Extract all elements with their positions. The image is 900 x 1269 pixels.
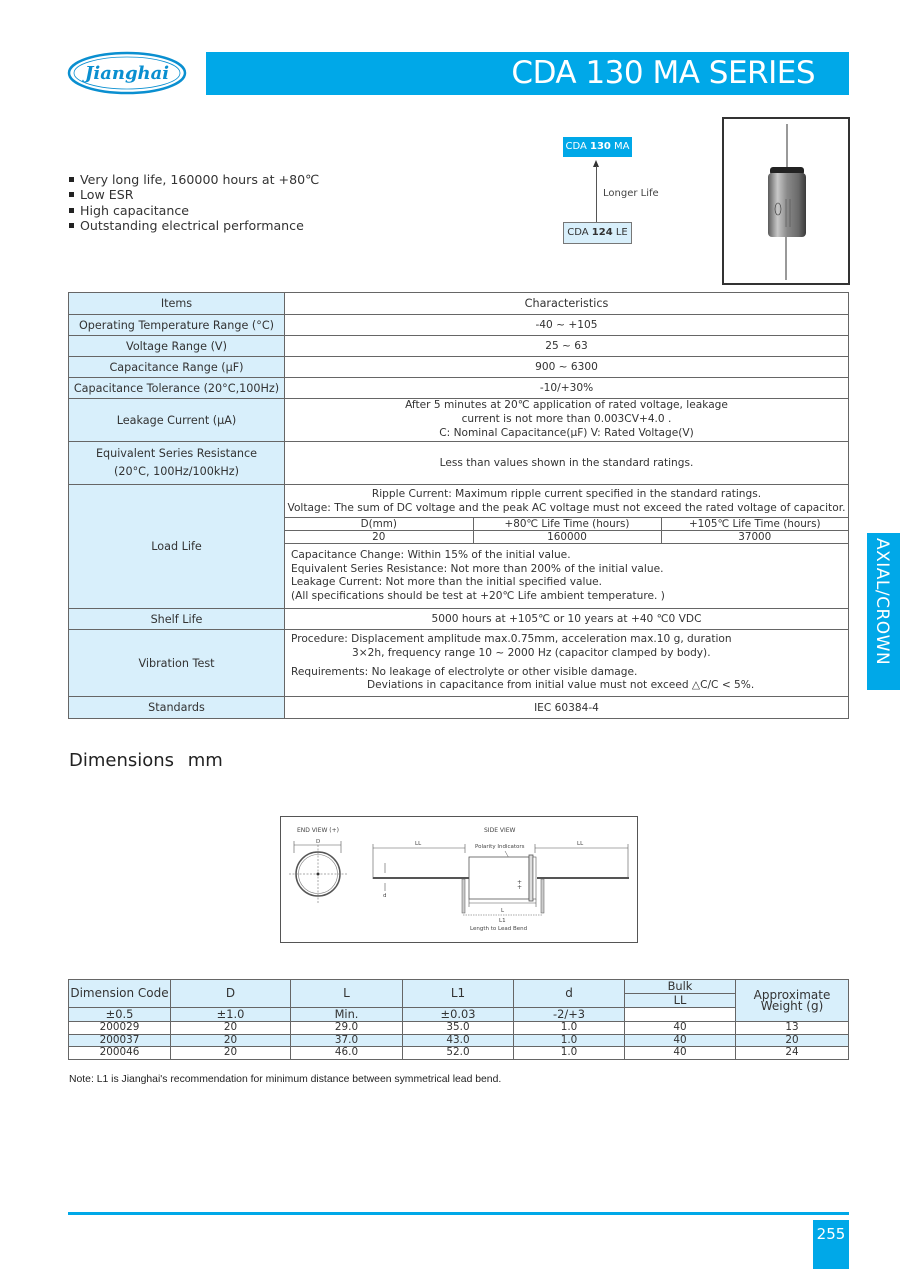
characteristics-header: Characteristics bbox=[285, 293, 849, 315]
new-series-box: CDA 130 MA bbox=[563, 137, 632, 157]
spec-label-load-life: Load Life bbox=[69, 485, 285, 609]
category-label: AXIAL/CROWN bbox=[872, 538, 892, 666]
category-side-tab bbox=[867, 533, 900, 690]
feature-item: Very long life, 160000 hours at +80℃ bbox=[68, 172, 319, 187]
life-time-table: D(mm) +80℃ Life Time (hours) +105℃ Life Time (hours) 20 160000 37000 bbox=[285, 517, 848, 544]
spec-value-capacitance: 900 ~ 6300 bbox=[285, 357, 849, 378]
tolerance-D: ±0.5 bbox=[69, 1008, 171, 1022]
svg-text:Length to Lead Bend: Length to Lead Bend bbox=[470, 926, 528, 932]
feature-item: Low ESR bbox=[68, 187, 319, 202]
dimension-drawing bbox=[280, 816, 638, 943]
tolerance-L1: Min. bbox=[291, 1008, 403, 1022]
series-title-bar bbox=[206, 52, 849, 95]
dimensions-title: Dimensions mm bbox=[69, 750, 223, 771]
col-L: L bbox=[291, 980, 403, 1008]
col-LL: LL bbox=[625, 994, 736, 1008]
spec-value-standards: IEC 60384-4 bbox=[285, 697, 849, 719]
svg-text:d: d bbox=[383, 893, 387, 899]
col-d: d bbox=[514, 980, 625, 1008]
longer-life-label: Longer Life bbox=[603, 188, 659, 199]
feature-item: High capacitance bbox=[68, 203, 319, 218]
col-weight: Approximate Weight (g) bbox=[736, 980, 849, 1022]
svg-text:L: L bbox=[501, 908, 505, 914]
spec-value-voltage: 25 ~ 63 bbox=[285, 336, 849, 357]
col-dimension-code: Dimension Code bbox=[69, 980, 171, 1008]
spec-value-tolerance: -10/+30% bbox=[285, 378, 849, 399]
items-header: Items bbox=[69, 293, 285, 315]
page-number: 255 bbox=[813, 1220, 849, 1269]
spec-label-esr: Equivalent Series Resistance (20°C, 100Hz/100kHz) bbox=[69, 442, 285, 485]
col-L1: L1 bbox=[403, 980, 514, 1008]
dimensions-table bbox=[68, 979, 849, 1060]
spec-value-leakage: After 5 minutes at 20℃ application of rated voltage, leakage current is not more than 0.003CV+4.0 . C: Nominal Capacitance(µF) V: Rated Voltage(V) bbox=[285, 399, 849, 442]
feature-item: Outstanding electrical performance bbox=[68, 218, 319, 233]
col-bulk: Bulk bbox=[625, 980, 736, 994]
spec-label-shelf-life: Shelf Life bbox=[69, 609, 285, 630]
spec-value-vibration: Procedure: Displacement amplitude max.0.75mm, acceleration max.10 g, duration 3×2h, frequency range 10 ~ 2000 Hz (capacitor clamped by body). Requirements: No leakage of electrolyte or other visible damage. Deviations in capacitance from initial value must not exceed △C/C < 5%. bbox=[285, 630, 849, 697]
col-D: D bbox=[171, 980, 291, 1008]
svg-text:LL: LL bbox=[577, 841, 584, 847]
spec-value-esr: Less than values shown in the standard ratings. bbox=[285, 442, 849, 485]
spec-value-op-temp: -40 ~ +105 bbox=[285, 315, 849, 336]
svg-text:SIDE VIEW: SIDE VIEW bbox=[484, 827, 516, 834]
svg-text:+: + bbox=[517, 884, 523, 891]
spec-label-standards: Standards bbox=[69, 697, 285, 719]
old-series-box: CDA 124 LE bbox=[563, 222, 632, 244]
svg-text:L1: L1 bbox=[499, 918, 506, 924]
spec-label-leakage: Leakage Current (µA) bbox=[69, 399, 285, 442]
capacitor-photo bbox=[722, 117, 850, 285]
svg-text:END VIEW (+): END VIEW (+) bbox=[297, 827, 340, 834]
svg-text:Jianghai: Jianghai bbox=[84, 63, 170, 84]
jianghai-logo bbox=[67, 51, 187, 95]
svg-text:LL: LL bbox=[415, 841, 422, 847]
table-row: 200046 20 46.0 52.0 1.0 40 24 bbox=[69, 1047, 849, 1060]
tolerance-LL: -2/+3 bbox=[514, 1008, 625, 1022]
feature-list bbox=[68, 172, 319, 233]
svg-text:Polarity Indicators: Polarity Indicators bbox=[475, 844, 525, 850]
table-row: 200029 20 29.0 35.0 1.0 40 13 bbox=[69, 1022, 849, 1035]
spec-value-shelf-life: 5000 hours at +105℃ or 10 years at +40 ℃0 VDC bbox=[285, 609, 849, 630]
series-title: CDA 130 MA SERIES bbox=[511, 55, 815, 91]
svg-text:+: + bbox=[517, 879, 523, 886]
dimensions-note: Note: L1 is Jianghai's recommendation for minimum distance between symmetrical lead bend. bbox=[69, 1074, 502, 1085]
arrow-line bbox=[596, 166, 597, 222]
svg-text:D: D bbox=[316, 839, 321, 845]
spec-label-voltage: Voltage Range (V) bbox=[69, 336, 285, 357]
spec-label-tolerance: Capacitance Tolerance (20°C,100Hz) bbox=[69, 378, 285, 399]
footer-divider bbox=[68, 1212, 849, 1215]
tolerance-d: ±0.03 bbox=[403, 1008, 514, 1022]
table-row: 200037 20 37.0 43.0 1.0 40 20 bbox=[69, 1034, 849, 1047]
specifications-table bbox=[68, 292, 849, 719]
spec-label-vibration: Vibration Test bbox=[69, 630, 285, 697]
tolerance-L: ±1.0 bbox=[171, 1008, 291, 1022]
spec-label-op-temp: Operating Temperature Range (°C) bbox=[69, 315, 285, 336]
spec-value-load-life: Ripple Current: Maximum ripple current specified in the standard ratings. Voltage: The sum of DC voltage and the peak AC voltage must not exceed the rated voltage of capacitor. D(mm) +80℃ Life Time (hours) +105℃ Life Time (hours) 20 160000 37000 Capacitance Change: Within 15% of the initial value. Equivalent Series Resistance: Not more than 200% of the initial value. Leakage Current: Not more than the initial specified value. (All specifications should be test at +20℃ Life ambient temperature. ) bbox=[285, 485, 849, 609]
spec-label-capacitance: Capacitance Range (µF) bbox=[69, 357, 285, 378]
